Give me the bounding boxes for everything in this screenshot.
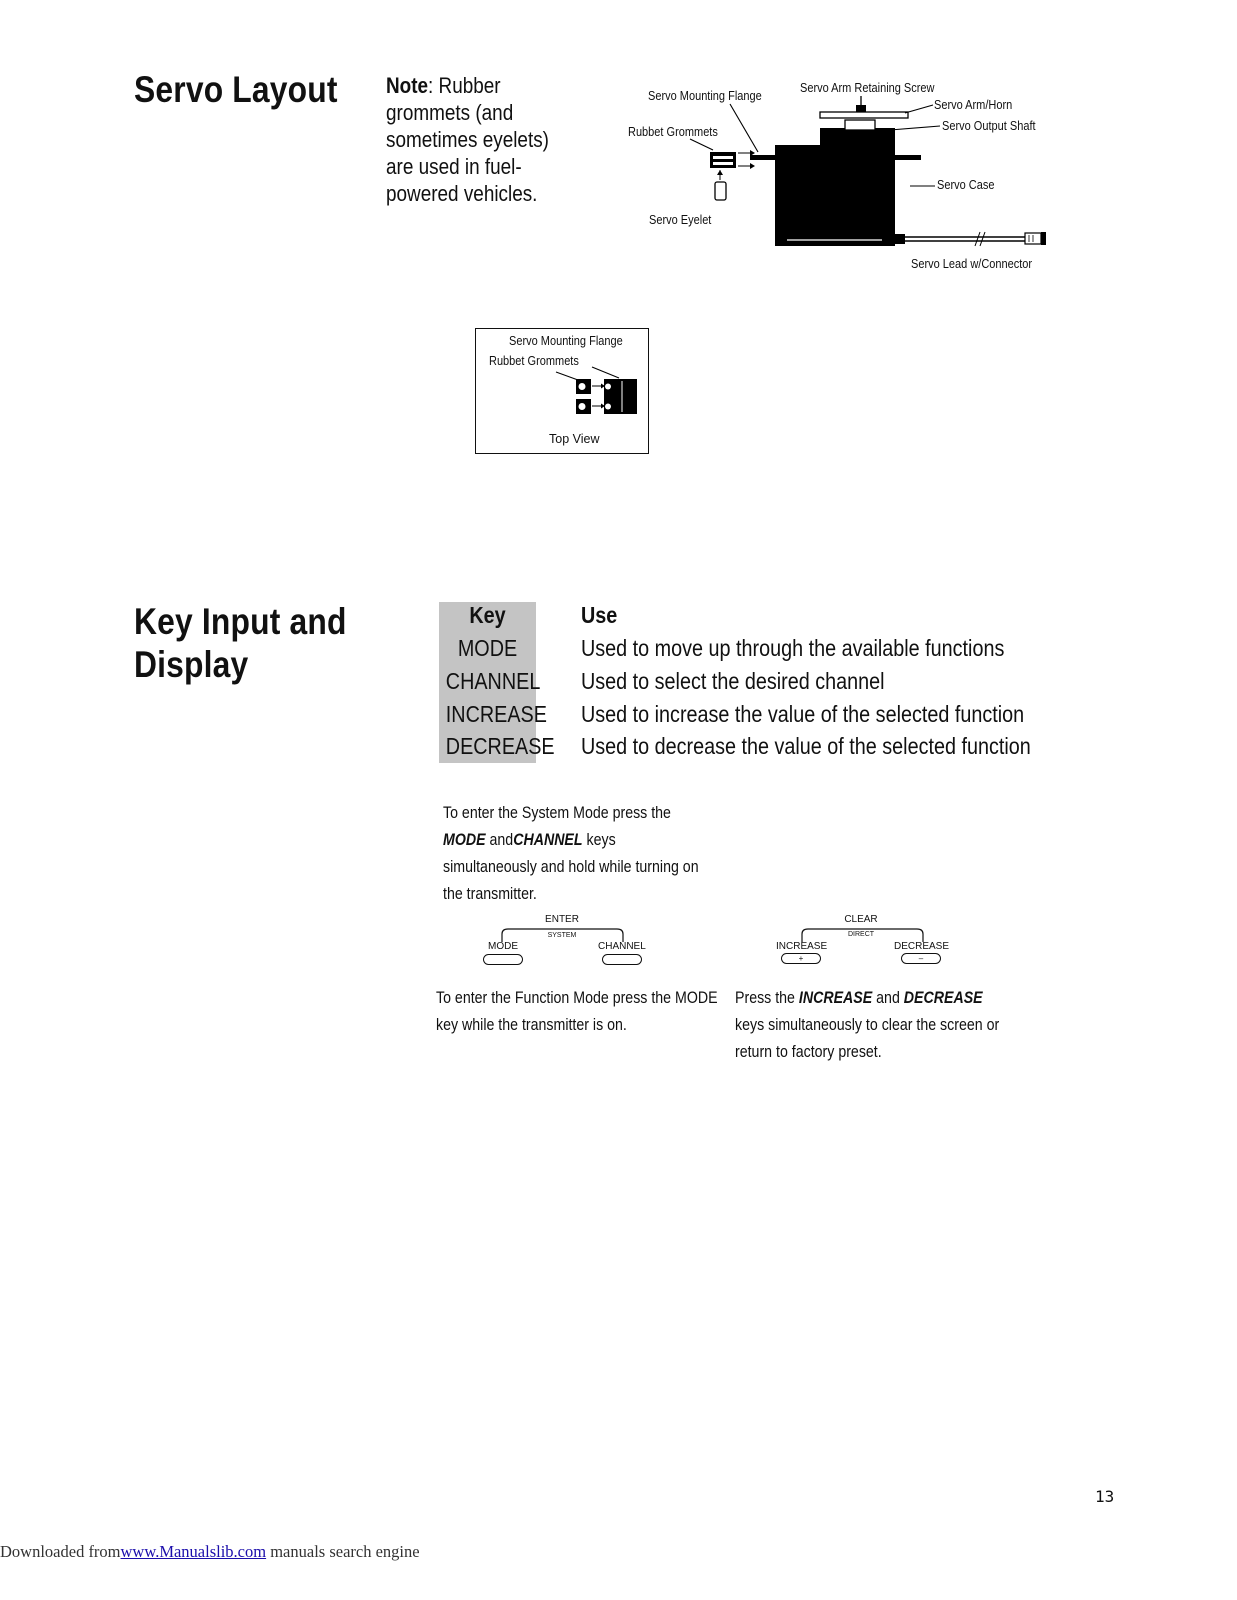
flange-left [750, 155, 775, 160]
note-text: : Rubber grommets (and sometimes eyelets) are used in fuel-powered vehicles. [386, 73, 549, 206]
servo-arm-shape [820, 112, 908, 118]
direct-sublabel: DIRECT [847, 931, 875, 938]
system-mode-t2: and [485, 831, 514, 849]
flange-right [895, 155, 921, 160]
eyelet-shape [715, 182, 726, 200]
system-mode-t3: keys simultaneously and hold while turning on the transmitter. [443, 831, 699, 903]
use-header: Use [581, 602, 618, 628]
footer-link[interactable]: www.Manualslib.com [120, 1542, 267, 1561]
key-cell-mode: MODE [457, 635, 518, 661]
decrease-label: DECREASE [894, 941, 950, 952]
key-input-heading-line2: Display [134, 644, 249, 685]
system-button-diagram [480, 914, 650, 969]
system-mode-t1: To enter the System Mode press the [443, 804, 671, 822]
label-servo-lead: Servo Lead w/Connector [911, 257, 1033, 271]
system-mode-key-mode: MODE [443, 831, 486, 849]
servo-layout-heading: Servo Layout [134, 69, 338, 110]
label-mounting-flange: Servo Mounting Flange [648, 89, 762, 103]
key-header: Key [469, 602, 506, 628]
clear-text [735, 985, 1006, 1066]
increase-key[interactable] [781, 953, 821, 964]
increase-label: INCREASE [776, 941, 828, 952]
servo-case-shape [775, 145, 895, 245]
label-rubbet-grommets: Rubbet Grommets [628, 125, 718, 139]
key-input-heading-line1: Key Input and [134, 601, 347, 642]
key-input-heading [134, 600, 347, 686]
use-cell-mode: Used to move up through the available functions [581, 635, 1005, 661]
top-view-box [475, 328, 649, 454]
minus-icon: – [918, 954, 924, 963]
label-output-shaft: Servo Output Shaft [942, 119, 1036, 133]
key-cell-decrease: DECREASE [445, 733, 555, 759]
top-view-diagram [546, 359, 646, 419]
label-arm-retaining-screw: Servo Arm Retaining Screw [800, 81, 935, 95]
clear-key-decrease: DECREASE [903, 989, 983, 1007]
note-label: Note [386, 73, 429, 98]
servo-note [386, 72, 558, 207]
topview-caption: Top View [549, 432, 600, 446]
clear-label: CLEAR [844, 914, 878, 925]
system-mode-key-channel: CHANNEL [513, 831, 583, 849]
clear-key-increase: INCREASE [798, 989, 873, 1007]
label-servo-eyelet: Servo Eyelet [649, 213, 712, 227]
channel-label: CHANNEL [598, 941, 646, 952]
mode-label: MODE [488, 941, 518, 952]
plus-icon: + [798, 954, 804, 963]
enter-label: ENTER [545, 914, 579, 925]
topview-rubbet-grommets: Rubbet Grommets [489, 354, 579, 368]
footer-suffix: manuals search engine [266, 1542, 420, 1561]
use-cell-increase: Used to increase the value of the selected function [581, 701, 1025, 727]
mode-key[interactable] [483, 954, 523, 965]
decrease-key[interactable] [901, 953, 941, 964]
function-mode-text: To enter the Function Mode press the MODE key while the transmitter is on. [436, 989, 718, 1034]
clear-t1: Press the [735, 989, 799, 1007]
clear-t3: keys simultaneously to clear the screen or return to factory preset. [735, 1016, 1000, 1061]
use-cell-decrease: Used to decrease the value of the selected function [581, 733, 1031, 759]
footer-prefix: Downloaded from [0, 1542, 121, 1561]
key-cell-increase: INCREASE [445, 701, 547, 727]
label-arm-horn: Servo Arm/Horn [934, 98, 1013, 112]
system-mode-text [443, 800, 710, 908]
topview-mounting-flange: Servo Mounting Flange [509, 334, 623, 348]
clear-t2: and [872, 989, 904, 1007]
page-number: 13 [1095, 1487, 1115, 1506]
key-cell-channel: CHANNEL [445, 668, 541, 694]
channel-key[interactable] [602, 954, 642, 965]
system-sublabel: SYSTEM [547, 932, 577, 939]
clear-button-diagram [774, 914, 954, 969]
label-servo-case: Servo Case [937, 178, 995, 192]
use-cell-channel: Used to select the desired channel [581, 668, 885, 694]
footer [0, 1542, 420, 1562]
